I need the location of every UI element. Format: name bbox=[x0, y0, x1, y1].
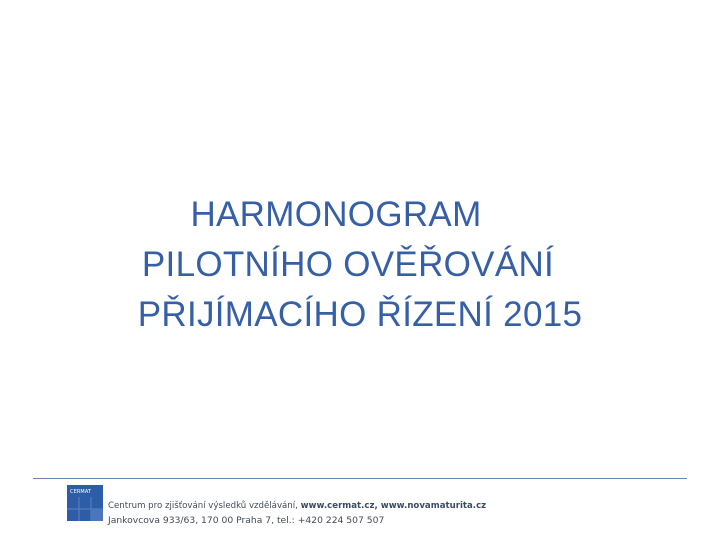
footer-org-name: Centrum pro zjišťování výsledků vzdělávání, bbox=[108, 501, 301, 511]
title-line-1: HARMONOGRAM bbox=[190, 195, 482, 234]
logo-wordmark: CERMAT bbox=[70, 489, 92, 495]
footer-address: Jankovcova 933/63, 170 00 Praha 7, tel.: +420 224 507 507 bbox=[108, 515, 385, 526]
title-line-3: PŘIJÍMACÍHO ŘÍZENÍ 2015 bbox=[137, 295, 583, 334]
footer-org-line bbox=[108, 500, 486, 512]
footer-text bbox=[108, 500, 486, 528]
footer-divider bbox=[33, 478, 687, 479]
footer-website-links[interactable]: www.cermat.cz, www.novamaturita.cz bbox=[300, 501, 487, 511]
slide-title bbox=[0, 190, 720, 340]
cermat-logo bbox=[67, 485, 103, 521]
title-line-2: PILOTNÍHO OVĚŘOVÁNÍ bbox=[141, 245, 555, 284]
